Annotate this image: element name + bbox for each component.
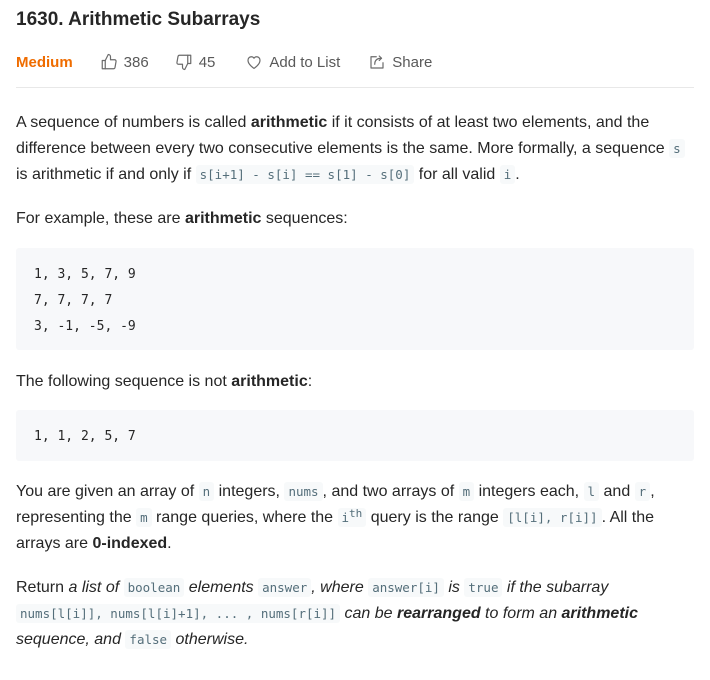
- text: A sequence of numbers is called: [16, 114, 251, 131]
- term-rearranged: rearranged: [397, 605, 481, 622]
- emphasis-text: sequence, and: [16, 631, 126, 648]
- code-line: 1, 1, 2, 5, 7: [34, 429, 136, 444]
- share-icon: [368, 53, 386, 71]
- text: . All the arrays are: [16, 509, 655, 552]
- dislike-button[interactable]: [175, 53, 216, 71]
- emphasis-text: to form an: [480, 605, 562, 622]
- inline-code: m: [136, 508, 152, 527]
- inline-code: r: [635, 482, 651, 501]
- text: sequences:: [261, 210, 348, 227]
- term-arithmetic: arithmetic: [561, 605, 638, 622]
- text: , and two arrays of: [322, 483, 459, 500]
- description-paragraph-1: [16, 110, 696, 188]
- thumbs-down-icon: [175, 53, 193, 71]
- heart-icon: [245, 53, 263, 71]
- emphasis-text: , where: [311, 579, 369, 596]
- text: integers,: [214, 483, 285, 500]
- inline-code: true: [464, 578, 502, 597]
- emphasis-text: elements: [184, 579, 259, 596]
- text: [119, 579, 123, 596]
- text: .: [167, 535, 172, 552]
- inline-code: answer: [258, 578, 311, 597]
- code-line: 3, -1, -5, -9: [34, 319, 136, 334]
- inline-code: answer[i]: [368, 578, 444, 597]
- text: integers each,: [474, 483, 584, 500]
- text: For example, these are: [16, 210, 185, 227]
- share-button[interactable]: [368, 53, 432, 71]
- emphasis-text: a list of: [68, 579, 120, 596]
- like-count: 386: [123, 53, 149, 71]
- description-paragraph-5: [16, 575, 696, 653]
- example-code-block-1: [16, 248, 694, 350]
- inline-code: m: [459, 482, 475, 501]
- problem-title: 1630. Arithmetic Subarrays: [16, 9, 261, 30]
- text: Return: [16, 579, 69, 596]
- superscript: th: [349, 506, 363, 520]
- add-to-list-button[interactable]: [245, 53, 340, 71]
- text: :: [307, 373, 313, 390]
- share-label: Share: [392, 53, 433, 71]
- inline-code: s[i+1] - s[i] == s[1] - s[0]: [196, 165, 415, 184]
- code-line: 7, 7, 7, 7: [34, 293, 113, 308]
- inline-code: [l[i], r[i]]: [503, 508, 601, 527]
- text: You are given an array of: [16, 483, 199, 500]
- like-button[interactable]: [100, 53, 149, 71]
- emphasis-text: is: [443, 579, 465, 596]
- text: The following sequence is not: [16, 373, 232, 390]
- description-paragraph-2: [16, 206, 696, 232]
- text: for all valid: [414, 166, 500, 183]
- inline-code: l: [584, 482, 600, 501]
- emphasis-text: can be: [340, 605, 398, 622]
- description-paragraph-3: [16, 369, 696, 395]
- term-arithmetic: arithmetic: [184, 210, 262, 227]
- inline-code: n: [199, 482, 215, 501]
- code-line: 1, 3, 5, 7, 9: [34, 267, 136, 282]
- emphasis-text: if the subarray: [502, 579, 609, 596]
- text: query is the range: [366, 509, 504, 526]
- thumbs-up-icon: [100, 53, 118, 71]
- text: range queries, where the: [151, 509, 338, 526]
- example-code-block-2: [16, 410, 694, 461]
- problem-meta-bar: [16, 51, 432, 73]
- emphasis-text: otherwise.: [171, 631, 249, 648]
- text: if it consists of at least two elements, and the difference between every two consecutive elements is the same. More formally, a sequence: [16, 114, 670, 157]
- text: .: [515, 166, 520, 183]
- term-0-indexed: 0-indexed: [92, 535, 168, 552]
- inline-code: s: [669, 139, 685, 158]
- inline-code: [338, 508, 367, 527]
- dislike-count: 45: [198, 53, 216, 71]
- text: is arithmetic if and only if: [16, 166, 196, 183]
- code-text: i: [341, 510, 350, 525]
- text: and: [599, 483, 635, 500]
- term-arithmetic: arithmetic: [250, 114, 328, 131]
- inline-code: boolean: [124, 578, 185, 597]
- text: , representing the: [16, 483, 655, 526]
- add-to-list-label: Add to List: [269, 53, 341, 71]
- header-divider: [16, 87, 694, 88]
- description-paragraph-4: [16, 479, 696, 557]
- inline-code: i: [500, 165, 516, 184]
- difficulty-badge: Medium: [16, 53, 73, 71]
- inline-code: nums[l[i]], nums[l[i]+1], ... , nums[r[i]]: [16, 604, 340, 623]
- term-arithmetic: arithmetic: [231, 373, 308, 390]
- inline-code: nums: [284, 482, 322, 501]
- inline-code: false: [125, 630, 171, 649]
